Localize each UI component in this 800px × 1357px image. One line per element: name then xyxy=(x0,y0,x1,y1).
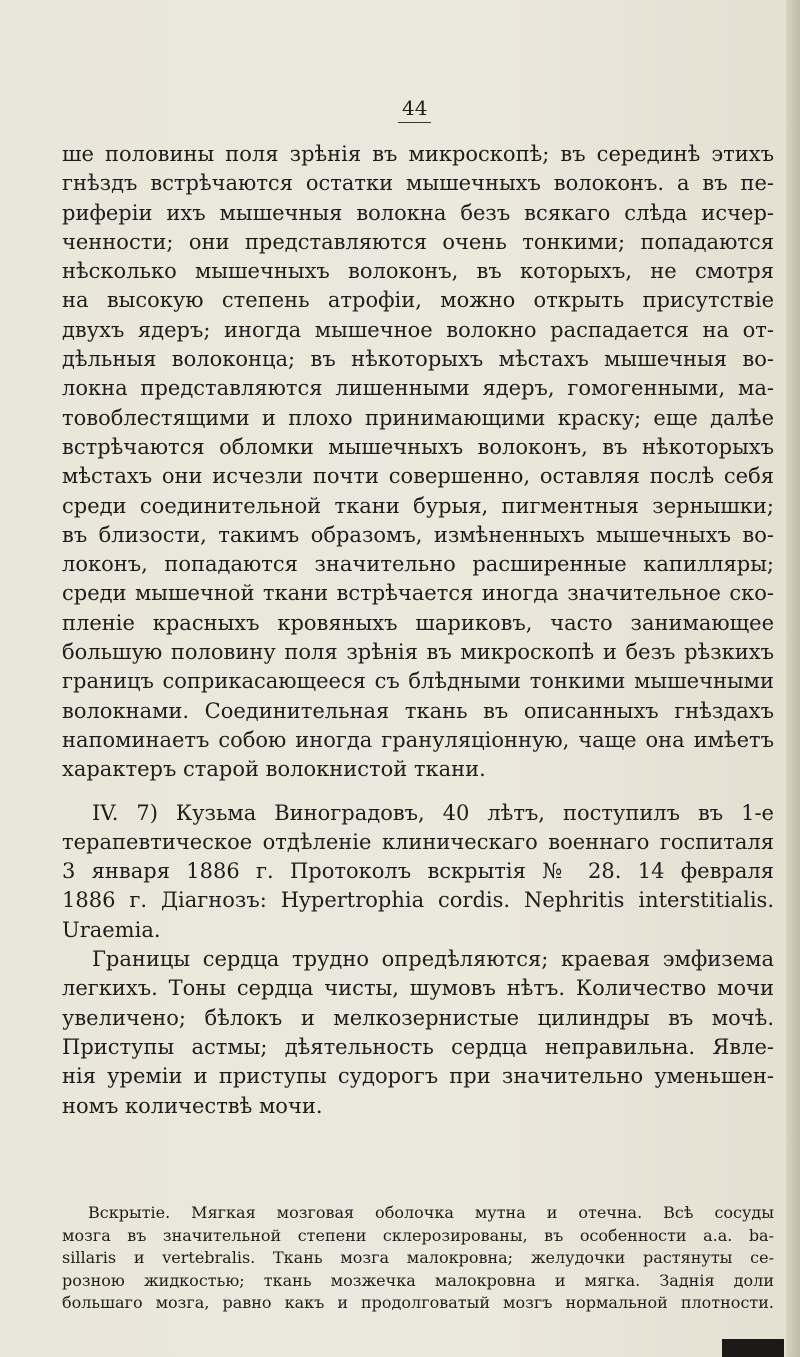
text-line: увеличено; бѣлокъ и мелкозернистые цилиндры въ мочѣ. xyxy=(62,1005,774,1030)
text-line: нѣсколько мышечныхъ волоконъ, въ которыхъ, не смотря xyxy=(62,259,774,284)
page-edge-shadow xyxy=(786,0,800,1357)
scan-corner-mark xyxy=(722,1339,784,1357)
text-line: мѣстахъ они исчезли почти совершенно, оставляя послѣ себя xyxy=(62,464,774,489)
text-line: среди соединительной ткани бурыя, пигментныя зернышки; xyxy=(62,493,774,518)
text-line: на высокую степень атрофіи, можно открыть присутствіе xyxy=(62,288,774,313)
small-text-line: большаго мозга, равно какъ и продолговатый мозгъ нормальной плотности. xyxy=(62,1293,774,1312)
text-line: легкихъ. Тоны сердца чисты, шумовъ нѣтъ. Количество мочи xyxy=(62,976,774,1001)
text-line: нія уреміи и приступы судорогъ при значительно уменьшен- xyxy=(62,1064,774,1089)
text-line: среди мышечной ткани встрѣчается иногда значительное ско- xyxy=(62,581,774,606)
text-line: Границы сердца трудно опредѣляются; краевая эмфизема xyxy=(92,947,774,972)
text-line: волокнами. Соединительная ткань въ описанныхъ гнѣздахъ xyxy=(62,698,774,723)
text-line: двухъ ядеръ; иногда мышечное волокно распадается на от- xyxy=(62,317,774,342)
text-line: дѣльныя волоконца; въ нѣкоторыхъ мѣстахъ мышечныя во- xyxy=(62,347,774,372)
text-line: риферіи ихъ мышечныя волокна безъ всякаго слѣда исчер- xyxy=(62,200,774,225)
text-line: локонъ, попадаются значительно расширенные капилляры; xyxy=(62,552,774,577)
text-line: IV. 7) Кузьма Виноградовъ, 40 лѣтъ, поступилъ въ 1-е xyxy=(92,800,774,825)
small-text-line: мозга въ значительной степени склерозированы, въ особенности a.a. ba- xyxy=(62,1225,774,1245)
text-line: встрѣчаются обломки мышечныхъ волоконъ, въ нѣкоторыхъ xyxy=(62,434,774,459)
text-line: терапевтическое отдѣленіе клиническаго военнаго госпиталя xyxy=(62,829,774,854)
small-text-line: розною жидкостью; ткань мозжечка малокровна и мягка. Заднія доли xyxy=(62,1270,774,1290)
text-line: границъ соприкасающееся съ блѣдными тонкими мышечными xyxy=(62,669,774,694)
small-text-line: sillaris и vertebralis. Ткань мозга малокровна; желудочки растянуты се- xyxy=(62,1248,774,1267)
main-text xyxy=(62,140,774,1121)
text-line: 1886 г. Діагнозъ: Hypertrophia cordis. Nephritis interstitialis. xyxy=(62,888,774,913)
text-line: въ близости, такимъ образомъ, измѣненныхъ мышечныхъ во- xyxy=(62,522,774,547)
text-line: напоминаетъ собою иногда грануляціонную, чаще она имѣетъ xyxy=(62,727,774,752)
small-text-line: Вскрытіе. Мягкая мозговая оболочка мутна и отечна. Всѣ сосуды xyxy=(88,1203,774,1222)
paragraph-1 xyxy=(62,140,774,785)
page-number: 44 xyxy=(398,96,431,123)
text-line: 3 января 1886 г. Протоколъ вскрытія № 28. 14 февраля xyxy=(62,859,774,884)
paragraph-3-cont xyxy=(62,974,774,1120)
paragraph-3 xyxy=(62,945,774,974)
text-line: пленіе красныхъ кровяныхъ шариковъ, часто занимающее xyxy=(62,610,774,635)
paragraph-2-cont xyxy=(62,828,774,945)
autopsy-note xyxy=(62,1202,774,1315)
text-line: товоблестящими и плохо принимающими краску; еще далѣе xyxy=(62,405,774,430)
text-line: большую половину поля зрѣнія въ микроскопѣ и безъ рѣзкихъ xyxy=(62,640,774,665)
text-line: Uraemia. xyxy=(62,917,161,942)
text-line: ше половины поля зрѣнія въ микроскопѣ; въ серединѣ этихъ xyxy=(62,142,774,166)
text-line: характеръ старой волокнистой ткани. xyxy=(62,757,486,782)
text-line: ченности; они представляются очень тонкими; попадаются xyxy=(62,229,774,254)
text-line: гнѣздъ встрѣчаются остатки мышечныхъ волоконъ. а въ пе- xyxy=(62,171,774,196)
paragraph-2 xyxy=(62,799,774,828)
text-line: номъ количествѣ мочи. xyxy=(62,1093,323,1118)
text-line: Приступы астмы; дѣятельность сердца неправильна. Явле- xyxy=(62,1034,774,1059)
text-line: локна представляются лишенными ядеръ, гомогенными, ма- xyxy=(62,376,774,401)
